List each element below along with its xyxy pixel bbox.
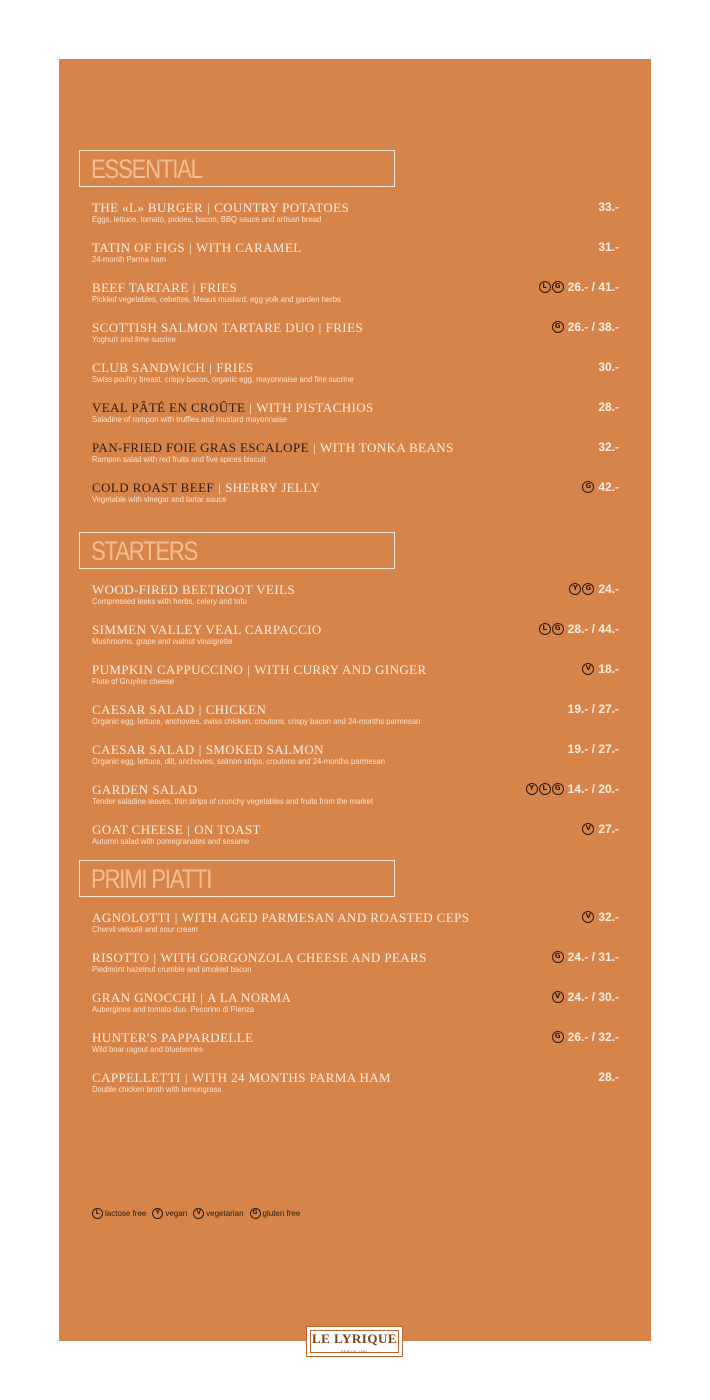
item-title: [92, 440, 454, 455]
item-title: [92, 240, 302, 255]
vegetarian-icon: V: [193, 1208, 204, 1219]
dietary-icons: [582, 663, 594, 675]
gluten-free-icon: G: [552, 623, 564, 635]
item-subtitle: FRIES: [216, 360, 254, 375]
dietary-icons: [552, 951, 564, 963]
item-name: COLD ROAST BEEF: [92, 480, 215, 495]
item-price-area: [598, 400, 619, 414]
item-subtitle: SMOKED SALMON: [205, 742, 324, 757]
item-subtitle: CHICKEN: [205, 702, 267, 717]
item-description: 24-month Parma ham: [92, 254, 166, 264]
lactose-free-icon: L: [539, 783, 551, 795]
legend-label: gluten free: [262, 1209, 301, 1218]
item-price-area: [582, 910, 619, 924]
menu-item: [92, 782, 619, 816]
item-title: [92, 320, 363, 335]
vegan-icon: Y: [526, 783, 538, 795]
item-name: SIMMEN VALLEY VEAL CARPACCIO: [92, 622, 322, 637]
item-subtitle: A LA NORMA: [207, 990, 292, 1005]
item-title: [92, 782, 198, 797]
item-price-area: [552, 1030, 619, 1044]
menu-item: [92, 990, 619, 1024]
item-name: AGNOLOTTI: [92, 910, 171, 925]
item-subtitle: WITH CARAMEL: [196, 240, 302, 255]
item-name: VEAL PÂTÉ EN CROÛTE: [92, 400, 246, 415]
item-description: Vegetable with vinegar and tartar sauce: [92, 494, 227, 504]
item-price: 30.-: [598, 360, 619, 374]
item-name: THE «L» BURGER: [92, 200, 204, 215]
item-description: Double chicken broth with lemongrass: [92, 1084, 222, 1094]
item-title: [92, 910, 469, 925]
item-name: TATIN OF FIGS: [92, 240, 186, 255]
item-price: 24.- / 31.-: [567, 950, 619, 964]
vegetarian-icon: V: [552, 991, 564, 1003]
gluten-free-icon: G: [552, 783, 564, 795]
item-name: HUNTER'S PAPPARDELLE: [92, 1030, 254, 1045]
legend-entry: [193, 1208, 243, 1219]
item-separator: |: [312, 440, 316, 455]
vegan-icon: Y: [569, 583, 581, 595]
menu-item: [92, 400, 619, 434]
dietary-icons: [582, 911, 594, 923]
item-description: Organic egg, lettuce, anchovies, swiss chicken, croutons, crispy bacon and 24-months parmesan: [92, 716, 421, 726]
gluten-free-icon: G: [552, 951, 564, 963]
item-description: Piedmont hazelnut crumble and smoked bacon: [92, 964, 252, 974]
item-price: 26.- / 32.-: [567, 1030, 619, 1044]
dietary-icons: [552, 991, 564, 1003]
item-title: [92, 1030, 253, 1045]
item-title: [92, 990, 291, 1005]
item-description: Pickled vegetables, cebettes, Meaux mustard, egg yolk and garden herbs: [92, 294, 341, 304]
item-price-area: [539, 622, 619, 636]
menu-item: [92, 200, 619, 234]
menu-item: [92, 1030, 619, 1064]
legend-label: lactose free: [105, 1209, 147, 1218]
menu-item: [92, 440, 619, 474]
item-title: [92, 662, 427, 677]
item-subtitle: SHERRY JELLY: [225, 480, 321, 495]
item-name: GOAT CHEESE: [92, 822, 184, 837]
item-separator: |: [198, 742, 202, 757]
menu-item: [92, 950, 619, 984]
vegetarian-icon: V: [582, 823, 594, 835]
item-subtitle: WITH AGED PARMESAN AND ROASTED CEPS: [181, 910, 470, 925]
item-name: CAESAR SALAD: [92, 702, 195, 717]
item-price: 28.-: [598, 1070, 619, 1084]
gluten-free-icon: G: [582, 481, 594, 493]
item-separator: |: [174, 910, 178, 925]
item-title: [92, 400, 374, 415]
item-separator: |: [218, 480, 222, 495]
item-description: Eggs, lettuce, tomato, pickles, bacon, BBQ sauce and artisan bread: [92, 214, 322, 224]
item-separator: |: [189, 240, 193, 255]
item-description: Tender saladine leaves, thin strips of crunchy vegetables and fruits from the market: [92, 796, 374, 806]
item-description: Yoghurt and lime sucrine: [92, 334, 176, 344]
menu-item: [92, 742, 619, 776]
logo-tagline: DEPUIS 1991: [340, 1350, 369, 1354]
section-title: ESSENTIAL: [91, 154, 202, 184]
item-price: 32.-: [598, 910, 619, 924]
item-separator: |: [207, 200, 211, 215]
item-price-area: [568, 702, 619, 716]
item-price-area: [552, 950, 619, 964]
menu-item: [92, 662, 619, 696]
menu-item: [92, 280, 619, 314]
item-subtitle: COUNTRY POTATOES: [214, 200, 350, 215]
vegetarian-icon: V: [582, 911, 594, 923]
gluten-free-icon: G: [582, 583, 594, 595]
item-separator: |: [187, 822, 191, 837]
item-separator: |: [318, 320, 322, 335]
item-description: Swiss poultry breast, crispy bacon, organic egg, mayonnaise and fine sucrine: [92, 374, 354, 384]
item-title: [92, 622, 322, 637]
item-subtitle: FRIES: [199, 280, 238, 295]
item-price: 26.- / 41.-: [567, 280, 619, 294]
item-name: CAESAR SALAD: [92, 742, 195, 757]
item-name: SCOTTISH SALMON TARTARE DUO: [92, 320, 315, 335]
item-subtitle: WITH PISTACHIOS: [256, 400, 374, 415]
menu-item: [92, 480, 619, 514]
item-separator: |: [200, 990, 204, 1005]
item-separator: |: [249, 400, 253, 415]
item-description: Rampon salad with red fruits and five spices biscuit: [92, 454, 266, 464]
item-description: Organic egg, lettuce, dill, anchovies, salmon strips, croutons and 24-months parmesan: [92, 756, 385, 766]
gluten-free-icon: G: [552, 1031, 564, 1043]
item-title: [92, 360, 254, 375]
lactose-free-icon: L: [539, 281, 551, 293]
item-description: Saladine of rampon with truffles and mustard mayonnaise: [92, 414, 288, 424]
item-title: [92, 200, 349, 215]
item-separator: |: [198, 702, 202, 717]
item-price-area: [582, 480, 619, 494]
item-price: 19.- / 27.-: [567, 742, 619, 756]
item-title: [92, 702, 266, 717]
item-description: Chervil velouté and sour cream: [92, 924, 198, 934]
item-price-area: [552, 990, 619, 1004]
section-essential: [79, 150, 671, 504]
dietary-icons: [582, 823, 594, 835]
item-price-area: [539, 280, 619, 294]
item-price-area: [552, 320, 619, 334]
item-price: 26.- / 38.-: [567, 320, 619, 334]
item-title: [92, 280, 237, 295]
vegetarian-icon: V: [582, 663, 594, 675]
item-title: [92, 582, 295, 597]
item-separator: |: [247, 662, 251, 677]
section-header-box: [79, 150, 395, 187]
item-name: BEEF TARTARE: [92, 280, 189, 295]
menu-item: [92, 822, 619, 856]
item-price-area: [582, 822, 619, 836]
item-price-area: [598, 1070, 619, 1084]
item-price-area: [598, 360, 619, 374]
item-price-area: [568, 742, 619, 756]
item-subtitle: ON TOAST: [194, 822, 261, 837]
item-title: [92, 1070, 391, 1085]
item-title: [92, 742, 324, 757]
section-title: PRIMI PIATTI: [91, 864, 212, 894]
item-description: Compressed leeks with herbs, celery and tofu: [92, 596, 247, 606]
item-subtitle: WITH CURRY AND GINGER: [254, 662, 427, 677]
item-price-area: [526, 782, 619, 796]
item-separator: |: [209, 360, 213, 375]
item-description: Aubergines and tomato duo. Pecorino di Pienza: [92, 1004, 255, 1014]
item-price: 32.-: [598, 440, 619, 454]
lactose-free-icon: L: [92, 1208, 103, 1219]
menu-item: [92, 360, 619, 394]
item-name: WOOD-FIRED BEETROOT VEILS: [92, 582, 296, 597]
item-price: 31.-: [598, 240, 619, 254]
item-price: 27.-: [598, 822, 619, 836]
section-title: STARTERS: [91, 536, 198, 566]
dietary-icons: [539, 623, 564, 635]
dietary-legend: [92, 1208, 300, 1219]
menu-item: [92, 910, 619, 944]
item-subtitle: WITH 24 MONTHS PARMA HAM: [191, 1070, 392, 1085]
item-price: 24.- / 30.-: [567, 990, 619, 1004]
gluten-free-icon: G: [552, 281, 564, 293]
item-name: PUMPKIN CAPPUCCINO: [92, 662, 244, 677]
legend-label: vegetarian: [206, 1209, 244, 1218]
legend-entry: [152, 1208, 187, 1219]
gluten-free-icon: G: [250, 1208, 261, 1219]
item-subtitle: WITH TONKA BEANS: [319, 440, 454, 455]
item-price: 28.-: [598, 400, 619, 414]
section-header-box: [79, 532, 395, 569]
item-name: CLUB SANDWICH: [92, 360, 206, 375]
vegan-icon: Y: [152, 1208, 163, 1219]
dietary-icons: [582, 481, 594, 493]
item-price-area: [569, 582, 619, 596]
item-separator: |: [192, 280, 196, 295]
item-name: GARDEN SALAD: [92, 782, 198, 797]
menu-item: [92, 702, 619, 736]
dietary-icons: [552, 1031, 564, 1043]
item-price-area: [598, 240, 619, 254]
section-primi-piatti: [79, 860, 671, 1094]
item-description: Flute of Gruyère cheese: [92, 676, 175, 686]
gluten-free-icon: G: [552, 321, 564, 333]
le-lyrique-logo: [306, 1326, 403, 1357]
item-price: 18.-: [598, 662, 619, 676]
item-title: [92, 480, 320, 495]
menu-item: [92, 582, 619, 616]
item-price: 14.- / 20.-: [567, 782, 619, 796]
item-description: Mushrooms, grape and walnut vinaigrette: [92, 636, 233, 646]
item-price: 24.-: [598, 582, 619, 596]
item-price: 33.-: [598, 200, 619, 214]
item-price: 19.- / 27.-: [567, 702, 619, 716]
item-price-area: [582, 662, 619, 676]
menu-item: [92, 1070, 619, 1104]
item-subtitle: WITH GORGONZOLA CHEESE AND PEARS: [160, 950, 427, 965]
lactose-free-icon: L: [539, 623, 551, 635]
dietary-icons: [526, 783, 564, 795]
item-name: PAN-FRIED FOIE GRAS ESCALOPE: [92, 440, 309, 455]
item-separator: |: [153, 950, 157, 965]
logo-name: LE LYRIQUE: [311, 1331, 398, 1346]
menu-item: [92, 240, 619, 274]
item-price-area: [598, 440, 619, 454]
legend-entry: [92, 1208, 146, 1219]
item-price: 28.- / 44.-: [567, 622, 619, 636]
section-starters: [79, 532, 671, 846]
dietary-icons: [539, 281, 564, 293]
item-description: Autumn salad with pomegranates and sesame: [92, 836, 250, 846]
dietary-icons: [569, 583, 594, 595]
menu-item: [92, 320, 619, 354]
item-description: Wild boar ragout and blueberries: [92, 1044, 203, 1054]
legend-entry: [250, 1208, 301, 1219]
item-price: 42.-: [598, 480, 619, 494]
section-header-box: [79, 860, 395, 897]
item-price-area: [598, 200, 619, 214]
dietary-icons: [552, 321, 564, 333]
menu-item: [92, 622, 619, 656]
item-title: [92, 950, 427, 965]
item-name: CAPPELLETTI: [92, 1070, 181, 1085]
item-separator: |: [184, 1070, 188, 1085]
item-subtitle: FRIES: [325, 320, 363, 335]
legend-label: vegan: [165, 1209, 188, 1218]
item-name: RISOTTO: [92, 950, 150, 965]
item-title: [92, 822, 261, 837]
item-name: GRAN GNOCCHI: [92, 990, 197, 1005]
